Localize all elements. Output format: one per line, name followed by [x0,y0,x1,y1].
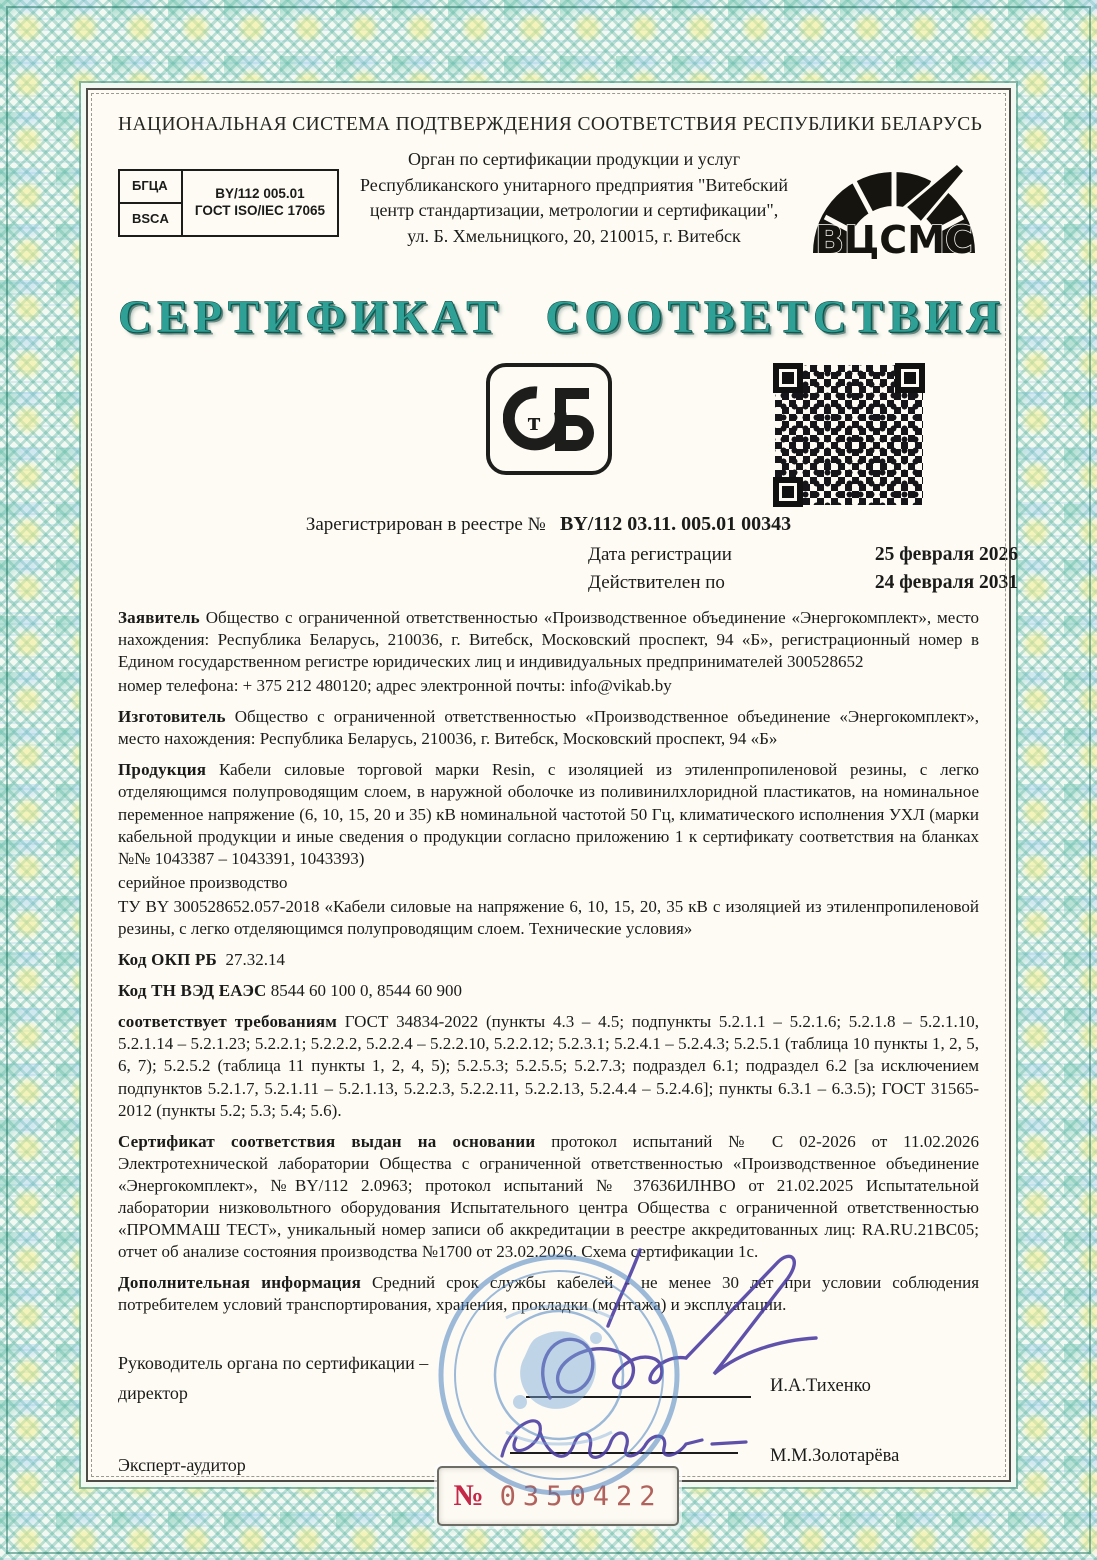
registry-label: Зарегистрирован в реестре № [305,513,546,535]
national-system-line: НАЦИОНАЛЬНАЯ СИСТЕМА ПОДТВЕРЖДЕНИЯ СООТВЕТСТВИЯ РЕСПУБЛИКИ БЕЛАРУСЬ [118,114,983,135]
registration-dates [588,541,1018,598]
svg-text:т: т [527,406,540,436]
marks-row [118,359,979,509]
auditor-title: Эксперт-аудитор [118,1455,246,1476]
compliance-label: соответствует требованиям [118,1012,338,1032]
valid-until-value: 24 февраля 2031 [874,572,1018,594]
auditor-signature-line [510,1452,738,1454]
okp-code-line: Код ОКП РБ 27.32.14 [118,950,285,970]
accreditation-number: BY/112 005.01 [215,186,305,202]
applicant-contact-line: номер телефона: + 375 212 480120; адрес электронной почты: info@vikab.by [118,676,672,696]
certification-body-address: Орган по сертификации продукции и услуг Республиканского унитарного предприятия "Витебский центр стандартизации, метрологии и сертификации", ул. Б. Хмельницкого, 20, 210015, г. Витебск [360,149,789,246]
basis-label: Сертификат соответствия выдан на основании [118,1131,536,1151]
registration-date-label: Дата регистрации [588,544,732,566]
accreditation-bgca: БГЦА [120,171,181,204]
tnved-code-line: Код ТН ВЭД ЕАЭС 8544 60 100 0, 8544 60 900 [118,981,463,1001]
head-title-line1: Руководитель органа по сертификации – [118,1353,429,1374]
applicant-label: Заявитель [118,607,200,627]
head-title-line2: директор [118,1383,188,1404]
accreditation-standard: ГОСТ ISO/IEC 17065 [194,203,326,219]
serial-prefix: № [453,1479,484,1512]
production-type-line: серийное производство [118,872,288,892]
product-label: Продукция [118,760,207,780]
auditor-name: М.М.Золотарёва [770,1446,900,1467]
registry-number: BY/112 03.11. 005.01 00343 [560,512,792,535]
tu-line: ТУ BY 300528652.057-2018 «Кабели силовые на напряжение 6, 10, 15, 20, 35 кВ с изоляцией из этиленпропиленовой резины, с легко отделяющимся полупроводящим слоем. Технические условия» [118,896,979,938]
product-paragraph: Продукция Кабели силовые торговой марки Resin, с изоляцией из этиленпропиленовой резины, с легко отделяющимся полупроводящим слоем, в наружной оболочке из поливинилхлоридной пластикатов, на номинальное переменное напряжение (6, 10, 15, 20 и 35) кВ номинальной частотой 50 Гц, климатического исполнения УХЛ (марки кабельной продукции и иные сведения о продукции согласно приложению 1 к сертификату соответствия на бланках №№ 1043387 – 1043391, 1043393) [118,760,979,868]
qr-code [775,365,923,505]
serial-number-box [437,1466,679,1526]
applicant-paragraph: Заявитель Общество с ограниченной ответственностью «Производственное объединение «Энергокомплект», место нахождения: Республика Беларусь, 210036, г. Витебск, Московский проспект, 94 «Б», регистрационный номер в Едином государственном регистре юридических лиц и индивидуальных предпринимателей 300528652 [118,607,979,671]
additional-info-label: Дополнительная информация [118,1273,362,1293]
serial-digits: 0350422 [499,1480,663,1512]
stb-mark-icon [486,363,612,475]
additional-info-paragraph: Дополнительная информация Средний срок службы кабелей - не менее 30 лет при условии соблюдения потребителем условий транспортирования, хранения, прокладки (монтажа) и эксплуатации. [118,1273,980,1315]
header-row [118,147,979,271]
vcsms-logo-text: ВЦСМС [815,218,973,263]
compliance-paragraph: соответствует требованиям ГОСТ 34834-2022 (пункты 4.3 – 4.5; подпункты 5.2.1.1 – 5.2.1.6; 5.2.1.8 – 5.2.1.10, 5.2.1.14 – 5.2.1.23; 5.2.2.1; 5.2.2.2, 5.2.2.4 – 5.2.2.10, 5.2.2.12; 5.2.3.1; 5.2.4.1 – 5.2.4.3; 5.2.5.1 (таблица 10 пункты 1, 2, 5, 6, 7); 5.2.5.2 (таблица 11 пункты 1, 2, 4, 5); 5.2.5.3; 5.2.5.5; 5.2.7.3; подраздел 6.1; подраздел 6.2 [за исключением подпунктов 5.2.1.7, 5.2.1.11 – 5.2.1.13, 5.2.2.3, 5.2.2.11, 5.2.2.13, 5.2.4.4 – 5.2.4.6]; пункты 6.3.1 – 6.3.5); ГОСТ 31565-2012 (пункты 5.2; 5.3; 5.4; 5.6). [118,1012,979,1120]
director-signature-line [526,1396,751,1398]
registration-date-value: 25 февраля 2026 [874,544,1018,566]
registry-line [118,511,979,538]
manufacturer-paragraph: Изготовитель Общество с ограниченной ответственностью «Производственное объединение «Энергокомплект», место нахождения: Республика Беларусь, 210036, г. Витебск, Московский проспект, 94 «Б» [118,707,980,749]
accreditation-box [118,169,339,237]
accreditation-bsca: BSCA [132,211,169,227]
basis-paragraph: Сертификат соответствия выдан на основании протокол испытаний № С 02-2026 от 11.02.2026 Электротехнической лаборатории Общества с ограниченной ответственностью «Производственное объединение «Энергокомплект», №BY/112 2.0963; протокол испытаний № 37636ИЛНВО от 21.02.2025 Испытательной лаборатории низковольтного оборудования Испытательного центра Общества с ограниченной ответственностью «ПРОММАШ ТЕСТ», уникальный номер записи об аккредитации в реестре аккредитованных лиц: RA.RU.21BC05; отчет об анализе состояния производства №1700 от 23.02.2026. Схема сертификации 1с. [118,1131,980,1262]
director-name: И.А.Тихенко [770,1376,871,1397]
vcsms-logo-icon [809,161,979,271]
manufacturer-label: Изготовитель [118,707,226,727]
certificate-title: СЕРТИФИКАТ СООТВЕТСТВИЯ [118,291,1005,344]
valid-until-label: Действителен по [588,572,725,594]
certificate-body [86,88,1018,1482]
